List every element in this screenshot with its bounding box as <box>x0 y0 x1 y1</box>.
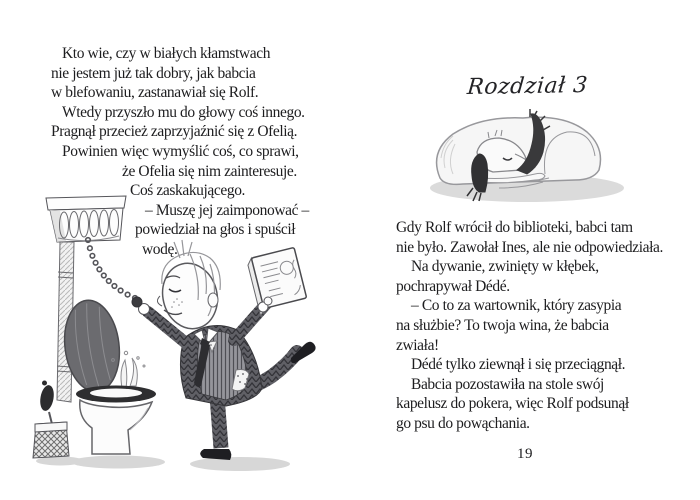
chapter-heading: Rozdział 3 <box>466 72 589 101</box>
hand-on-chain <box>132 297 142 307</box>
text-line: nie było. Zawołał Ines, ale nie odpowiedziała. <box>396 238 663 256</box>
text-line: wodę. <box>142 240 178 258</box>
nose <box>157 296 162 306</box>
text-line: Gdy Rolf wrócił do biblioteki, babci tam <box>396 219 633 236</box>
text-line: że Ofelia się nim zainteresuje. <box>122 162 297 180</box>
text-line: Na dywanie, zwinięty w kłębek, <box>411 258 599 276</box>
text-line: pochrapywał Dédé. <box>396 277 510 295</box>
text-line: nie jestem już tak dobry, jak babcia <box>51 64 256 82</box>
text-line: Pragnął przecież zaprzyjaźnić się z Ofelią. <box>51 123 298 141</box>
toilet-cistern <box>46 196 126 242</box>
book <box>247 247 309 315</box>
text-line: w blefowaniu, zastanawiał się Rolf. <box>51 84 259 102</box>
sleeping-dog-illustration <box>415 108 635 218</box>
text-line: zwiała! <box>396 336 439 354</box>
text-line: na służbie? To twoja wina, że babcia <box>396 316 609 334</box>
man-shadow <box>190 457 290 471</box>
page-number: 19 <box>517 446 533 462</box>
text-line: – Muszę jej zaimponować – <box>145 201 309 219</box>
flush-chain <box>86 238 138 301</box>
text-line: Dédé tylko ziewnął i się przeciągnął. <box>411 356 626 374</box>
right-page-text <box>396 218 663 434</box>
man <box>132 240 316 460</box>
text-line: Babcia pozostawiła na stole swój <box>411 375 604 393</box>
man-flushing-toilet-illustration <box>0 190 350 490</box>
text-line: – Co to za wartownik, który zasypia <box>411 297 622 315</box>
hand-on-book <box>264 297 272 305</box>
toilet-shadow <box>71 456 165 469</box>
shoe <box>200 449 231 460</box>
text-line: Powinien więc wymyślić coś, co sprawi, <box>62 142 299 160</box>
ear <box>208 293 218 307</box>
text-line: kapelusz do pokera, więc Rolf podsunął <box>396 395 629 413</box>
text-line: powiedział na głos i spuścił <box>135 221 296 239</box>
text-line: Coś zaskakującego. <box>130 182 246 200</box>
text-line: go psu do powąchania. <box>396 414 530 432</box>
text-line: Wtedy przyszło mu do głowy coś innego. <box>62 103 305 121</box>
text-line: Kto wie, czy w białych kłamstwach <box>62 45 271 62</box>
right-page <box>350 0 700 500</box>
toilet-bowl <box>76 386 156 455</box>
